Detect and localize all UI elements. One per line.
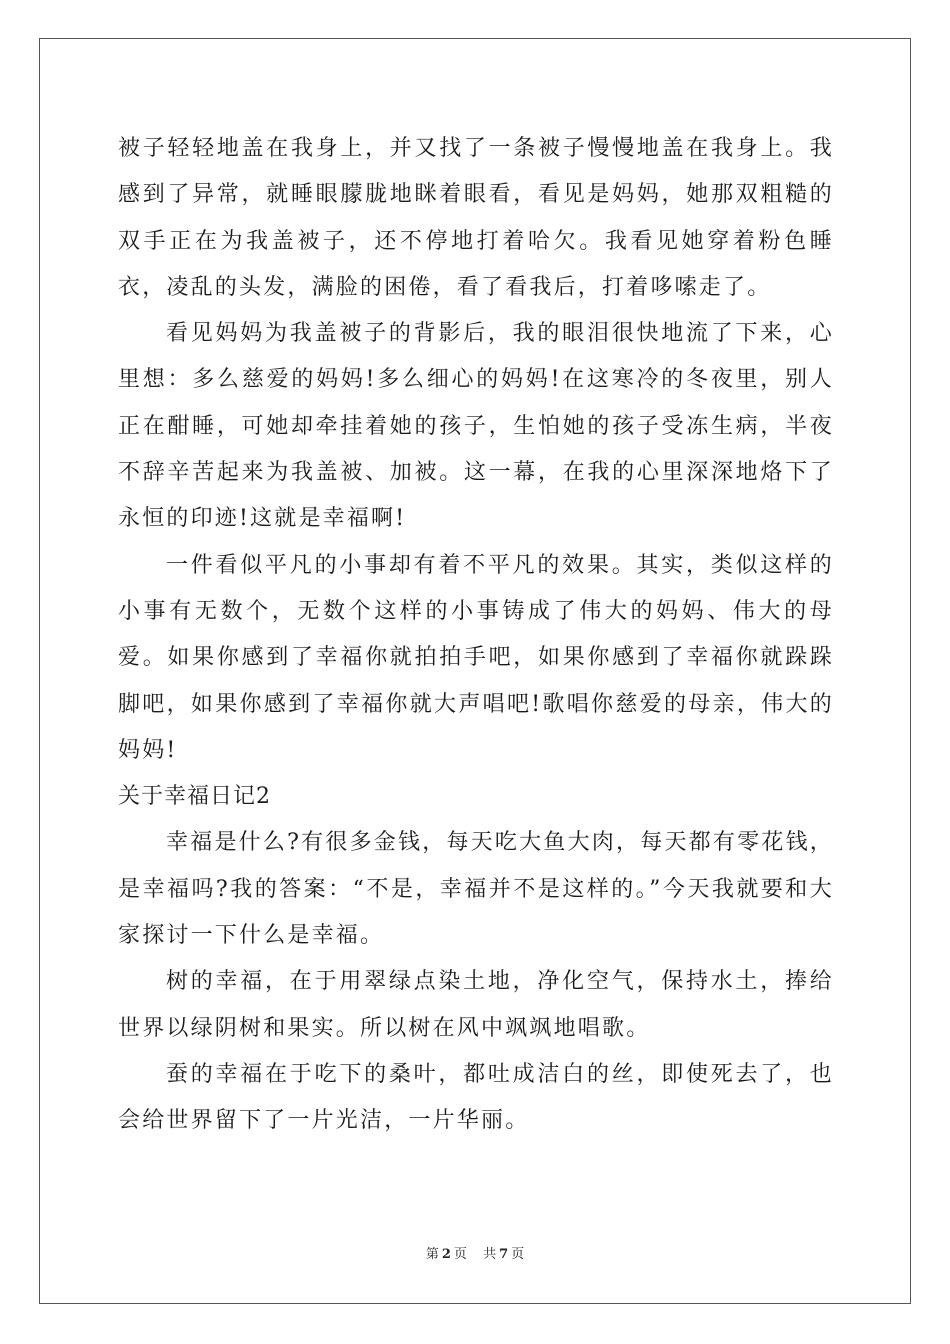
paragraph: 幸福是什么?有很多金钱，每天吃大鱼大肉，每天都有零花钱，是幸福吗?我的答案：“不是，幸福并不是这样的。”今天我就要和大家探讨一下什么是幸福。 <box>118 830 834 949</box>
total-indicator <box>480 1247 527 1262</box>
section-heading: 关于幸福日记2 <box>118 784 271 810</box>
paragraph: 看见妈妈为我盖被子的背影后，我的眼泪很快地流了下来，心里想：多么慈爱的妈妈!多么细心的妈妈!在这寒冷的冬夜里，别人正在酣睡，可她却牵挂着她的孩子，生怕她的孩子受冻生病，半夜不辞辛苦起来为我盖被、加被。这一幕，在我的心里深深地烙下了永恒的印迹!这就是幸福啊! <box>118 321 834 532</box>
document-body <box>118 126 834 1145</box>
paragraph: 蚕的幸福在于吃下的桑叶，都吐成洁白的丝，即使死去了，也会给世界留下了一片光洁，一片华丽。 <box>118 1061 834 1134</box>
total-pages: 7 <box>499 1247 509 1262</box>
page-footer <box>0 1246 950 1264</box>
paragraph-continuation: 被子轻轻地盖在我身上，并又找了一条被子慢慢地盖在我身上。我感到了异常，就睡眼朦胧地眯着眼看，看见是妈妈，她那双粗糙的双手正在为我盖被子，还不停地打着哈欠。我看见她穿着粉色睡衣，凌乱的头发，满脸的困倦，看了看我后，打着哆嗦走了。 <box>118 136 834 300</box>
paragraph: 树的幸福，在于用翠绿点染土地，净化空气，保持水土，捧给世界以绿阴树和果实。所以树在风中飒飒地唱歌。 <box>118 969 834 1041</box>
total-suffix: 页 <box>511 1247 525 1262</box>
page-prefix: 第 <box>425 1247 439 1262</box>
page-suffix: 页 <box>453 1247 467 1262</box>
page-indicator <box>423 1247 470 1262</box>
page-number: 2 <box>441 1247 451 1262</box>
paragraph: 一件看似平凡的小事却有着不平凡的效果。其实，类似这样的小事有无数个，无数个这样的小事铸成了伟大的妈妈、伟大的母爱。如果你感到了幸福你就拍拍手吧，如果你感到了幸福你就跺跺脚吧，如果你感到了幸福你就大声唱吧!歌唱你慈爱的母亲，伟大的妈妈! <box>118 552 834 763</box>
total-prefix: 共 <box>483 1247 497 1262</box>
